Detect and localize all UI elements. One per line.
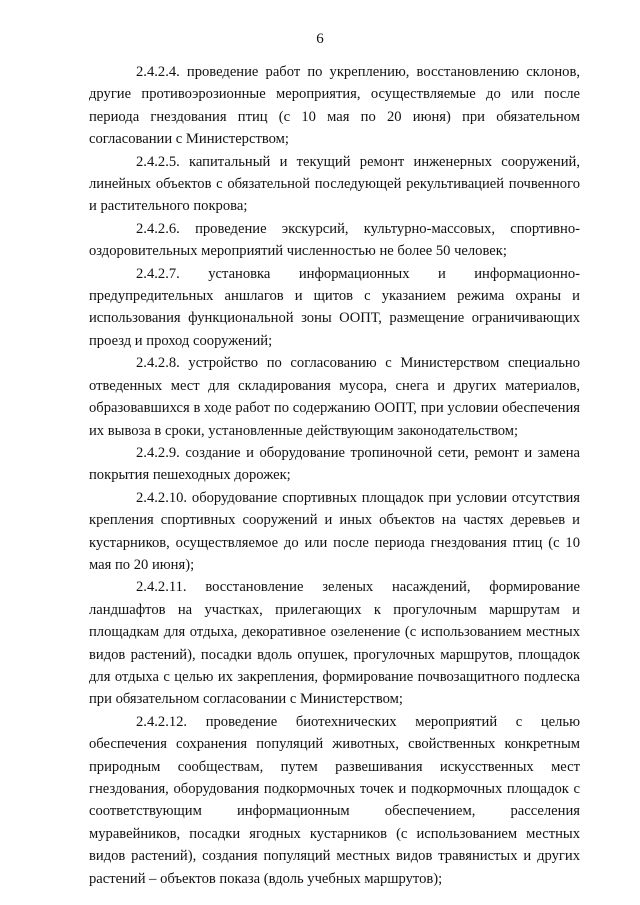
paragraph-2-4-2-11 (89, 576, 580, 710)
paragraph-2-4-2-4 (89, 61, 580, 151)
paragraph-text: установка информационных и информационно-предупредительных аншлагов и щитов с указанием режима охраны и использования функциональной зоны ООПТ, размещение ограничивающих проезд и проход сооружений; (89, 265, 580, 349)
paragraph-2-4-2-7 (89, 263, 580, 353)
paragraph-text: проведение экскурсий, культурно-массовых, спортивно-оздоровительных мероприятий численностью не более 50 человек; (89, 220, 580, 260)
paragraph-text: проведение работ по укреплению, восстановлению склонов, другие противоэрозионные мероприятия, осуществляемые до или после периода гнездования птиц (с 10 мая по 20 июня) при обязательном согласовании с Министерством; (89, 64, 580, 148)
paragraph-number: 2.4.2.7. (136, 265, 180, 282)
paragraph-text: восстановление зеленых насаждений, формирование ландшафтов на участках, прилегающих к прогулочным маршрутам и площадкам для отдыха, декоративное озеленение (с использованием местных видов растений), посадки вдоль опушек, прогулочных маршрутов, площадок для отдыха с целью их закрепления, формирование почвозащитного подлеска при обязательном согласовании с Министерством; (89, 579, 581, 708)
paragraph-text: оборудование спортивных площадок при условии отсутствия крепления спортивных сооружений и иных объектов на частях деревьев и кустарников, осуществляемое до или после периода гнездования птиц (с 10 мая по 20 июня); (89, 489, 580, 573)
paragraph-text: капитальный и текущий ремонт инженерных сооружений, линейных объектов с обязательной последующей рекультивацией почвенного и растительного покрова; (89, 153, 580, 215)
paragraph-2-4-2-6 (89, 218, 580, 263)
paragraph-number: 2.4.2.4. (136, 64, 180, 80)
paragraph-number: 2.4.2.10. (136, 489, 188, 506)
paragraph-number: 2.4.2.6. (136, 220, 180, 237)
paragraph-number: 2.4.2.12. (136, 713, 188, 730)
page-number: 6 (316, 31, 324, 47)
paragraph-2-4-2-9 (89, 442, 580, 487)
paragraph-number: 2.4.2.11. (136, 579, 187, 596)
paragraph-number: 2.4.2.5. (136, 153, 180, 170)
paragraph-text: создание и оборудование тропиночной сети, ремонт и замена покрытия пешеходных дорожек; (89, 444, 580, 484)
paragraph-2-4-2-12 (89, 711, 580, 890)
document-body (89, 61, 580, 890)
paragraph-number: 2.4.2.8. (136, 355, 180, 372)
paragraph-text: устройство по согласованию с Министерством специально отведенных мест для складирования мусора, снега и других материалов, образовавшихся в ходе работ по содержанию ООПТ, при условии обеспечения их вывоза в сроки, установленные действующим законодательством; (89, 355, 580, 439)
paragraph-2-4-2-8 (89, 352, 580, 442)
paragraph-2-4-2-10 (89, 487, 580, 577)
paragraph-text: проведение биотехнических мероприятий с целью обеспечения сохранения популяций животных, свойственных конкретным природным сообществам, путем развешивания искусственных мест гнездования, оборудования подкормочных точек и подкормочных площадок с соответствующим информационным обеспечением, расселения муравейников, посадки ягодных кустарников (с использованием местных видов растений), создания популяций местных видов травянистых и других растений – объектов показа (вдоль учебных маршрутов); (89, 713, 580, 887)
paragraph-number: 2.4.2.9. (136, 444, 180, 461)
paragraph-2-4-2-5 (89, 151, 580, 218)
